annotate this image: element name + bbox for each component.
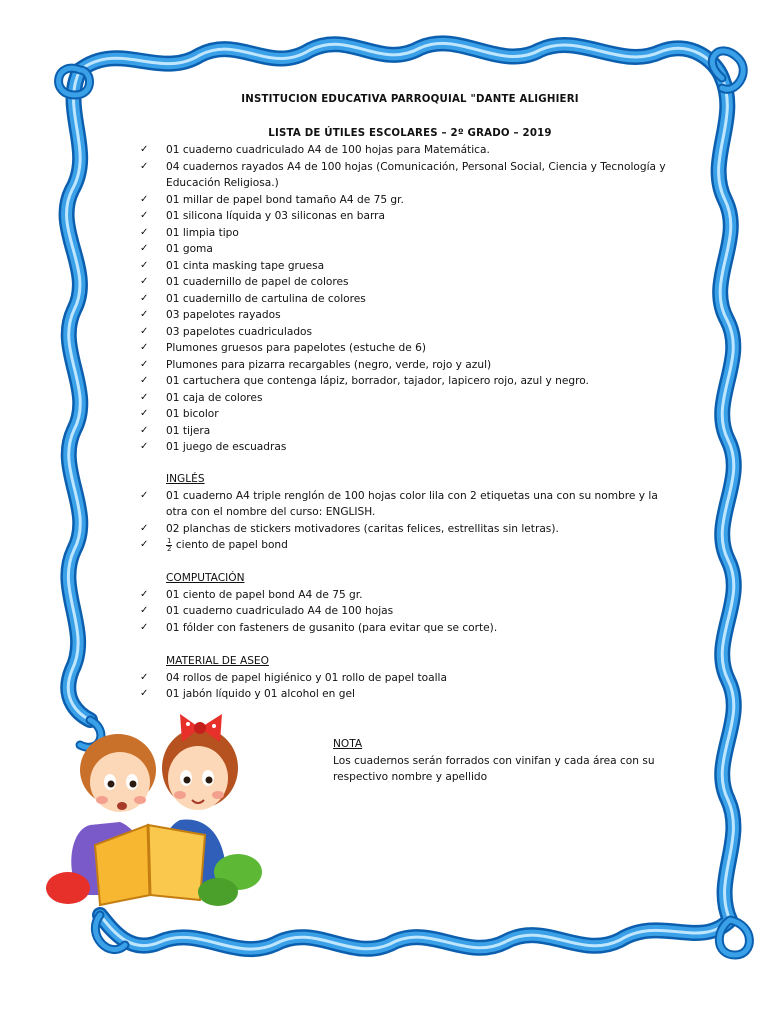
check-icon: ✓ — [140, 375, 149, 386]
list-item-text: 01 cuaderno cuadriculado A4 de 100 hojas para Matemática. — [166, 144, 490, 156]
list-item-text: 01 bicolor — [166, 408, 219, 420]
check-icon: ✓ — [140, 193, 149, 205]
list-item — [140, 620, 680, 637]
fraction-half: $\frac{1}{2}$ — [167, 536, 172, 553]
check-icon: ✓ — [140, 243, 149, 254]
list-item — [140, 423, 680, 440]
list-item — [140, 406, 680, 423]
list-item-text: 01 cuadernillo de papel de colores — [166, 276, 349, 288]
list-item-text: 04 rollos de papel higiénico y 01 rollo de papel toalla — [166, 671, 447, 684]
list-item — [140, 357, 680, 374]
computacion-section — [140, 570, 680, 636]
check-icon: ✓ — [140, 259, 149, 271]
ingles-list — [140, 488, 680, 538]
list-item — [140, 291, 680, 308]
list-item — [140, 208, 680, 225]
check-icon: ✓ — [140, 688, 149, 699]
list-item-text: 01 cinta masking tape gruesa — [166, 259, 325, 272]
list-item-text: 01 juego de escuadras — [166, 441, 287, 453]
list-item — [140, 587, 680, 604]
computacion-title: COMPUTACIÓN — [166, 572, 245, 584]
check-icon: ✓ — [140, 424, 149, 436]
list-item-text: 01 caja de colores — [166, 391, 263, 404]
list-item — [140, 274, 680, 291]
list-item-text: 01 cartuchera que contenga lápiz, borrador, tajador, lapicero rojo, azul y negro. — [166, 375, 589, 387]
ingles-section — [140, 471, 680, 554]
check-icon: ✓ — [140, 226, 149, 238]
aseo-title: MATERIAL DE ASEO — [166, 655, 269, 667]
list-item-text: Plumones para pizarra recargables (negro, verde, rojo y azul) — [166, 358, 492, 371]
list-item-text: 03 papelotes cuadriculados — [166, 325, 313, 338]
check-icon: ✓ — [140, 325, 149, 337]
list-item — [140, 307, 680, 324]
check-icon: ✓ — [140, 276, 149, 287]
list-item-text: 03 papelotes rayados — [166, 309, 281, 321]
list-item — [140, 258, 680, 275]
check-icon: ✓ — [140, 605, 149, 616]
check-icon: ✓ — [140, 539, 149, 550]
list-item-text: 01 tijera — [166, 424, 211, 437]
note-text: Los cuadernos serán forrados con vinifan y cada área con su respectivo nombre y apellido — [333, 754, 655, 783]
check-icon: ✓ — [140, 160, 149, 172]
list-item-text: 02 planchas de stickers motivadores (caritas felices, estrellitas sin letras). — [166, 522, 559, 535]
school-name: INSTITUCION EDUCATIVA PARROQUIAL "DANTE ALIGHIERI — [241, 94, 579, 105]
check-icon: ✓ — [140, 309, 149, 320]
list-item — [140, 159, 680, 192]
list-item — [140, 373, 680, 390]
list-item-text: 04 cuadernos rayados A4 de 100 hojas (Comunicación, Personal Social, Ciencia y Tecnología y Educación Religiosa.) — [166, 160, 666, 189]
computacion-list — [140, 587, 680, 637]
list-item — [140, 142, 680, 159]
children-reading-book-illustration — [40, 700, 280, 920]
list-item — [140, 439, 680, 456]
list-item-text: 01 cuadernillo de cartulina de colores — [166, 292, 366, 305]
list-title: LISTA DE ÚTILES ESCOLARES – 2º GRADO – 2019 — [268, 128, 552, 139]
note-title: NOTA — [333, 738, 363, 750]
list-item — [140, 324, 680, 341]
check-icon: ✓ — [140, 144, 149, 155]
list-item-text: 01 cuaderno cuadriculado A4 de 100 hojas — [166, 605, 394, 617]
check-icon: ✓ — [140, 588, 149, 600]
list-item — [140, 340, 680, 357]
list-item — [140, 521, 680, 538]
aseo-section — [140, 653, 680, 703]
check-icon: ✓ — [140, 210, 149, 221]
list-item — [140, 537, 680, 554]
list-item-text: 01 limpia tipo — [166, 226, 239, 239]
check-icon: ✓ — [140, 292, 149, 304]
check-icon: ✓ — [140, 342, 149, 353]
list-item — [140, 488, 680, 521]
list-item — [140, 603, 680, 620]
list-item — [140, 225, 680, 242]
fraction-item-text: ciento de papel bond — [175, 539, 288, 551]
list-item-text: 01 ciento de papel bond A4 de 75 gr. — [166, 588, 363, 601]
list-item-text: 01 goma — [166, 243, 213, 255]
list-item — [140, 192, 680, 209]
check-icon: ✓ — [140, 391, 149, 403]
list-item-text: 01 jabón líquido y 01 alcohol en gel — [166, 688, 355, 700]
check-icon: ✓ — [140, 358, 149, 370]
check-icon: ✓ — [140, 522, 149, 534]
check-icon: ✓ — [140, 441, 149, 452]
list-item-text: 01 millar de papel bond tamaño A4 de 75 gr. — [166, 193, 404, 206]
aseo-list — [140, 670, 680, 703]
list-item-text: 01 fólder con fasteners de gusanito (para evitar que se corte). — [166, 621, 498, 634]
general-supplies-list — [140, 142, 680, 456]
check-icon: ✓ — [140, 621, 149, 633]
list-item-text: Plumones gruesos para papelotes (estuche de 6) — [166, 342, 426, 354]
list-item-text: 01 silicona líquida y 03 siliconas en barra — [166, 210, 385, 222]
note-block — [333, 736, 673, 786]
check-icon: ✓ — [140, 408, 149, 419]
list-item — [140, 390, 680, 407]
check-icon: ✓ — [140, 489, 149, 501]
list-item — [140, 670, 680, 687]
ingles-title: INGLÉS — [166, 473, 205, 485]
list-item-text: 01 cuaderno A4 triple renglón de 100 hojas color lila con 2 etiquetas una con su nombre y la otra con el nombre del curso: ENGLISH. — [166, 489, 658, 518]
check-icon: ✓ — [140, 671, 149, 683]
list-item — [140, 241, 680, 258]
